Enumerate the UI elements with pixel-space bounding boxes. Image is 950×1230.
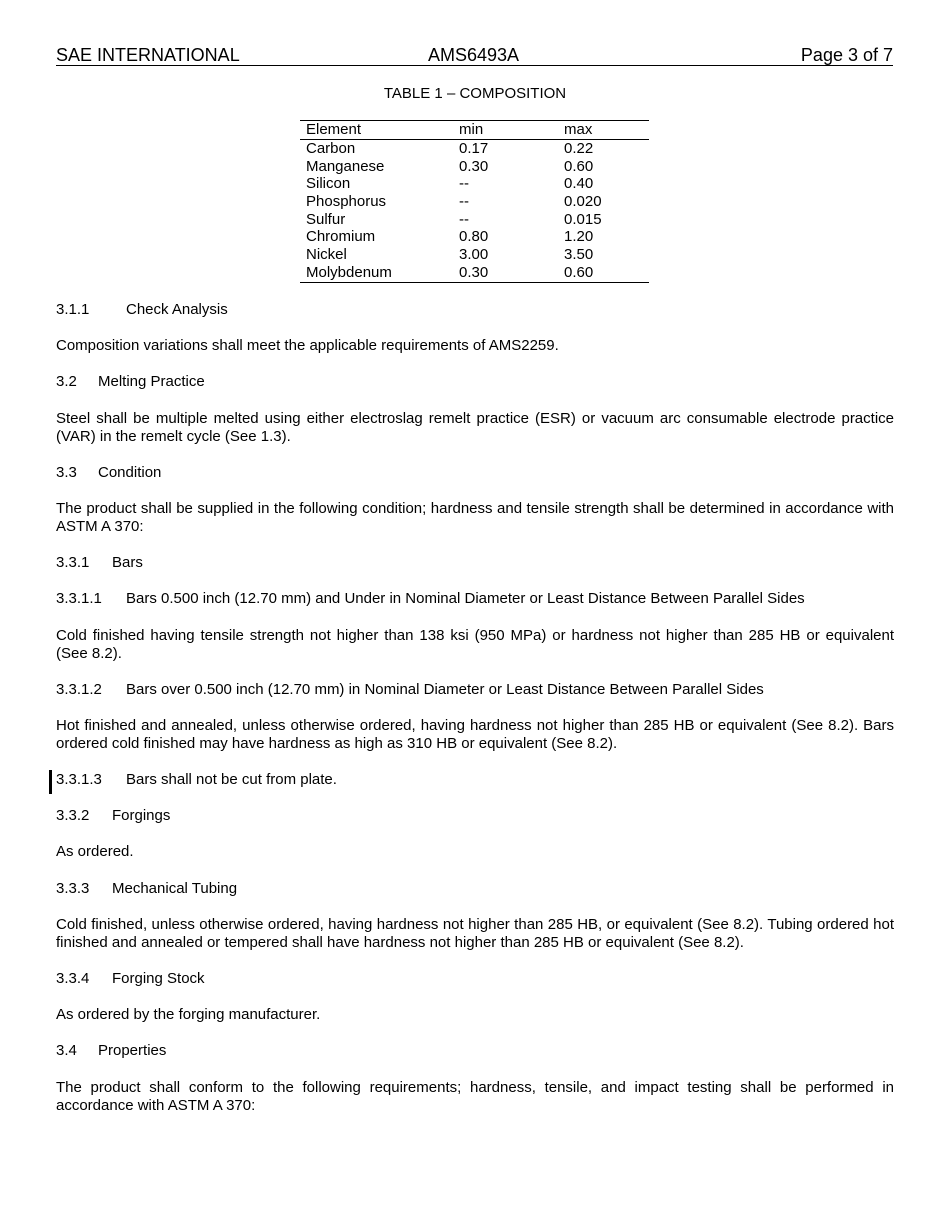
section-heading-3-3-1-1 <box>56 590 894 608</box>
section-title: Bars <box>112 554 143 571</box>
cell-element: Sulfur <box>306 210 346 228</box>
table-header-row <box>300 121 649 140</box>
cell-element: Manganese <box>306 157 385 175</box>
cell-element: Carbon <box>306 140 356 157</box>
table-row <box>300 246 649 264</box>
page-header <box>56 45 893 66</box>
cell-max: 3.50 <box>564 246 594 264</box>
table-row <box>300 228 649 246</box>
cell-element: Nickel <box>306 246 347 264</box>
table-row <box>300 211 649 229</box>
section-number: 3.2 <box>56 373 77 390</box>
section-title: Bars 0.500 inch (12.70 mm) and Under in Nominal Diameter or Least Distance Between Parallel Sides <box>126 590 805 607</box>
cell-element: Molybdenum <box>306 263 392 281</box>
section-heading-3-2 <box>56 373 894 391</box>
section-heading-3-3-1-3 <box>56 771 894 789</box>
table-row <box>300 158 649 176</box>
cell-element: Chromium <box>306 228 376 246</box>
section-number: 3.3 <box>56 464 77 481</box>
paragraph-3-2: Steel shall be multiple melted using either electroslag remelt practice (ESR) or vacuum arc consumable electrode practice (VAR) in the remelt cycle (See 1.3). <box>56 410 894 445</box>
section-number: 3.3.1.3 <box>56 771 102 788</box>
section-number: 3.3.1.2 <box>56 681 102 698</box>
column-header-max: max <box>564 121 593 138</box>
section-number: 3.1.1 <box>56 301 90 318</box>
section-heading-3-3-1-2 <box>56 681 894 699</box>
paragraph-3-3-3: Cold finished, unless otherwise ordered, having hardness not higher than 285 HB, or equivalent (See 8.2). Tubing ordered hot finished and annealed or tempered shall have hardness not higher than 285 HB or equivalent (See 8.2). <box>56 916 894 951</box>
header-document-number: AMS6493A <box>428 45 520 65</box>
section-title: Melting Practice <box>98 373 205 390</box>
section-heading-3-3-3 <box>56 880 894 898</box>
section-heading-3-1-1 <box>56 301 894 319</box>
section-number: 3.3.4 <box>56 970 90 987</box>
section-heading-3-3 <box>56 464 894 482</box>
cell-max: 0.60 <box>564 263 594 281</box>
table-row <box>300 140 649 158</box>
section-title: Bars over 0.500 inch (12.70 mm) in Nominal Diameter or Least Distance Between Parallel Sides <box>126 681 764 698</box>
section-title: Properties <box>98 1042 167 1059</box>
section-title: Bars shall not be cut from plate. <box>126 771 337 788</box>
cell-max: 0.22 <box>564 140 594 157</box>
cell-max: 0.60 <box>564 157 594 175</box>
cell-element: Silicon <box>306 175 351 193</box>
column-header-min: min <box>459 121 484 138</box>
paragraph-3-3-1-2: Hot finished and annealed, unless otherwise ordered, having hardness not higher than 285 HB or equivalent (See 8.2). Bars ordered cold finished may have hardness as high as 310 HB or equivalent (See 8.2). <box>56 717 894 752</box>
cell-min: 0.30 <box>459 157 489 175</box>
section-title: Condition <box>98 464 162 481</box>
table-title: TABLE 1 – COMPOSITION <box>383 85 567 102</box>
cell-min: 0.80 <box>459 228 489 246</box>
section-number: 3.3.2 <box>56 807 90 824</box>
cell-max: 1.20 <box>564 228 594 246</box>
paragraph-3-3-1-1: Cold finished having tensile strength not higher than 138 ksi (950 MPa) or hardness not higher than 285 HB or equivalent (See 8.2). <box>56 627 894 662</box>
cell-max: 0.40 <box>564 175 594 193</box>
table-row <box>300 193 649 211</box>
header-organization: SAE INTERNATIONAL <box>56 45 240 65</box>
paragraph-3-4: The product shall conform to the following requirements; hardness, tensile, and impact testing shall be performed in accordance with ASTM A 370: <box>56 1079 894 1114</box>
section-title: Mechanical Tubing <box>112 880 238 897</box>
paragraph-3-3-2: As ordered. <box>56 843 134 860</box>
revision-change-bar <box>49 770 52 794</box>
cell-min: 0.17 <box>459 140 489 157</box>
cell-max: 0.015 <box>564 210 602 228</box>
section-number: 3.3.3 <box>56 880 90 897</box>
cell-min: 0.30 <box>459 263 489 281</box>
section-title: Check Analysis <box>126 301 228 318</box>
composition-table <box>300 120 649 283</box>
section-number: 3.3.1.1 <box>56 590 102 607</box>
section-heading-3-3-1 <box>56 554 894 572</box>
section-number: 3.3.1 <box>56 554 90 571</box>
section-heading-3-4 <box>56 1042 894 1060</box>
section-heading-3-3-4 <box>56 970 894 988</box>
cell-element: Phosphorus <box>306 193 387 211</box>
header-page-number: Page 3 of 7 <box>800 45 893 65</box>
table-row <box>300 264 649 282</box>
section-number: 3.4 <box>56 1042 77 1059</box>
section-title: Forgings <box>112 807 171 824</box>
section-heading-3-3-2 <box>56 807 894 825</box>
cell-min: 3.00 <box>459 246 489 264</box>
cell-min: -- <box>459 175 469 193</box>
paragraph-3-1-1: Composition variations shall meet the applicable requirements of AMS2259. <box>56 337 559 354</box>
table-row <box>300 175 649 193</box>
cell-max: 0.020 <box>564 193 602 211</box>
cell-min: -- <box>459 193 469 211</box>
column-header-element: Element <box>306 121 362 138</box>
paragraph-3-3-4: As ordered by the forging manufacturer. <box>56 1006 321 1023</box>
cell-min: -- <box>459 210 469 228</box>
section-title: Forging Stock <box>112 970 205 987</box>
paragraph-3-3: The product shall be supplied in the following condition; hardness and tensile strength shall be determined in accordance with ASTM A 370: <box>56 500 894 535</box>
